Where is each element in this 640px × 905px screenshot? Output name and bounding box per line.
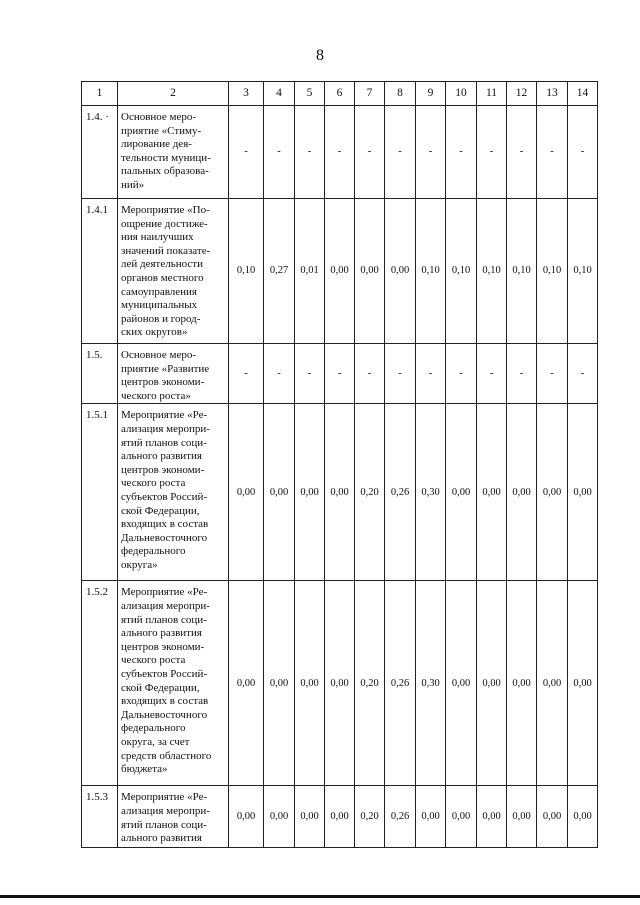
row-name-line: ской Федерации, — [121, 681, 200, 694]
row-number: 1.5.2 — [82, 581, 118, 786]
value-cell: - — [446, 344, 477, 404]
value-cell: 0,10 — [416, 199, 446, 344]
table-row — [82, 581, 598, 786]
row-name-line: ния наилучших — [121, 231, 194, 244]
row-name-line: федерального — [121, 545, 186, 558]
value-cell: 0,00 — [264, 581, 295, 786]
row-name — [118, 581, 229, 786]
row-name-line: ческого роста — [121, 654, 186, 667]
program-table — [81, 81, 598, 848]
row-name-line: ощрение достиже- — [121, 217, 208, 230]
value-cell: 0,00 — [537, 404, 568, 581]
value-cell: 0,00 — [229, 581, 264, 786]
row-name-line: пальных образова- — [121, 165, 209, 178]
row-name-line: ализация меропри- — [121, 422, 210, 435]
row-name — [118, 344, 229, 404]
value-cell: 0,00 — [385, 199, 416, 344]
value-cell: - — [477, 344, 507, 404]
row-name-line: федерального — [121, 722, 186, 735]
value-cell: 0,10 — [537, 199, 568, 344]
row-name-line: муниципальных — [121, 299, 198, 312]
row-number: 1.5. — [82, 344, 118, 404]
row-name-line: районов и город- — [121, 312, 201, 325]
row-name — [118, 786, 229, 848]
row-name-line: Мероприятие «Ре- — [121, 586, 208, 599]
value-cell: 0,00 — [568, 404, 598, 581]
row-name-line: округа» — [121, 558, 158, 571]
value-cell: 0,10 — [446, 199, 477, 344]
value-cell: 0,00 — [295, 581, 325, 786]
value-cell: 0,00 — [568, 786, 598, 848]
value-cell: - — [477, 106, 507, 199]
header-cell: 13 — [537, 82, 568, 106]
row-name-line: центров экономи- — [121, 376, 205, 389]
value-cell: 0,10 — [477, 199, 507, 344]
header-cell: 5 — [295, 82, 325, 106]
header-cell: 8 — [385, 82, 416, 106]
row-name-line: Основное меро- — [121, 111, 197, 123]
row-name-line: ской Федерации, — [121, 504, 200, 517]
table-row — [82, 404, 598, 581]
table-row — [82, 344, 598, 404]
value-cell: 0,10 — [507, 199, 537, 344]
value-cell: - — [264, 344, 295, 404]
value-cell: 0,00 — [477, 786, 507, 848]
value-cell: - — [355, 344, 385, 404]
row-name-line: приятие «Стиму- — [121, 124, 202, 137]
row-name-line: входящих в состав — [121, 518, 209, 531]
header-cell: 3 — [229, 82, 264, 106]
value-cell: 0,00 — [229, 404, 264, 581]
value-cell: - — [568, 106, 598, 199]
page-number: 8 — [316, 47, 324, 64]
value-cell: 0,26 — [385, 404, 416, 581]
value-cell: - — [295, 106, 325, 199]
value-cell: 0,20 — [355, 404, 385, 581]
value-cell: - — [507, 344, 537, 404]
row-name-line: бюджета» — [121, 763, 168, 776]
value-cell: - — [568, 344, 598, 404]
row-name-line: ализация меропри- — [121, 599, 210, 612]
value-cell: - — [229, 344, 264, 404]
row-name-line: самоуправления — [121, 285, 197, 298]
row-name-line: тельности муници- — [121, 151, 211, 164]
row-name-line: ческого роста — [121, 477, 186, 490]
row-name-line: субъектов Россий- — [121, 490, 208, 503]
row-name-line: ального развития — [121, 450, 202, 463]
row-name-line: ческого роста» — [121, 389, 191, 402]
value-cell: - — [325, 344, 355, 404]
value-cell: - — [229, 106, 264, 199]
value-cell: 0,00 — [507, 786, 537, 848]
value-cell: - — [385, 106, 416, 199]
row-name-line: Мероприятие «По- — [121, 204, 210, 216]
value-cell: 0,00 — [446, 404, 477, 581]
value-cell: 0,00 — [507, 404, 537, 581]
value-cell: 0,00 — [446, 786, 477, 848]
row-name-line: значений показате- — [121, 244, 211, 257]
value-cell: 0,00 — [325, 581, 355, 786]
value-cell: 0,00 — [537, 786, 568, 848]
row-name-line: ального развития — [121, 832, 202, 845]
value-cell: 0,00 — [295, 404, 325, 581]
value-cell: 0,00 — [416, 786, 446, 848]
value-cell: 0,30 — [416, 404, 446, 581]
value-cell: 0,00 — [507, 581, 537, 786]
value-cell: 0,00 — [477, 404, 507, 581]
value-cell: - — [355, 106, 385, 199]
value-cell: - — [325, 106, 355, 199]
value-cell: - — [537, 106, 568, 199]
row-name-line: входящих в состав — [121, 695, 209, 708]
row-number: 1.5.3 — [82, 786, 118, 848]
value-cell: 0,00 — [325, 786, 355, 848]
value-cell: - — [264, 106, 295, 199]
value-cell: 0,00 — [325, 199, 355, 344]
row-name-line: ального развития — [121, 627, 202, 640]
value-cell: 0,30 — [416, 581, 446, 786]
row-name-line: Мероприятие «Ре- — [121, 409, 208, 422]
header-cell: 1 — [82, 82, 118, 106]
row-name-line: Основное меро- — [121, 349, 197, 361]
header-cell: 6 — [325, 82, 355, 106]
value-cell: 0,10 — [568, 199, 598, 344]
row-number: 1.5.1 — [82, 404, 118, 581]
header-cell: 12 — [507, 82, 537, 106]
row-name-line: Дальневосточного — [121, 708, 208, 721]
row-name-line: ализация меропри- — [121, 804, 210, 817]
header-row — [82, 82, 598, 106]
table-row — [82, 199, 598, 344]
value-cell: 0,20 — [355, 581, 385, 786]
row-name-line: ний» — [121, 178, 145, 191]
header-cell: 14 — [568, 82, 598, 106]
value-cell: - — [416, 106, 446, 199]
value-cell: 0,20 — [355, 786, 385, 848]
row-name-line: центров экономи- — [121, 640, 205, 653]
value-cell: - — [385, 344, 416, 404]
header-cell: 2 — [118, 82, 229, 106]
value-cell: 0,00 — [537, 581, 568, 786]
bottom-rule — [0, 895, 640, 898]
value-cell: 0,00 — [446, 581, 477, 786]
value-cell: 0,00 — [264, 786, 295, 848]
value-cell: - — [507, 106, 537, 199]
row-name — [118, 199, 229, 344]
row-name-line: органов местного — [121, 271, 204, 284]
row-name-line: Мероприятие «Ре- — [121, 791, 208, 804]
value-cell: 0,00 — [264, 404, 295, 581]
value-cell: 0,26 — [385, 581, 416, 786]
value-cell: 0,00 — [355, 199, 385, 344]
value-cell: 0,01 — [295, 199, 325, 344]
header-cell: 7 — [355, 82, 385, 106]
row-number: 1.4. · — [82, 106, 118, 199]
value-cell: 0,27 — [264, 199, 295, 344]
value-cell: 0,00 — [568, 581, 598, 786]
row-name — [118, 404, 229, 581]
header-cell: 4 — [264, 82, 295, 106]
row-name — [118, 106, 229, 199]
row-name-line: ятий планов соци- — [121, 613, 207, 626]
value-cell: 0,00 — [477, 581, 507, 786]
row-name-line: округа, за счет — [121, 735, 190, 748]
value-cell: - — [446, 106, 477, 199]
row-name-line: ских округов» — [121, 326, 188, 339]
value-cell: - — [537, 344, 568, 404]
row-name-line: лирование дея- — [121, 138, 192, 151]
row-name-line: ятий планов соци- — [121, 436, 207, 449]
row-name-line: средств областного — [121, 749, 212, 762]
header-cell: 9 — [416, 82, 446, 106]
header-cell: 10 — [446, 82, 477, 106]
value-cell: 0,00 — [325, 404, 355, 581]
table-row — [82, 786, 598, 848]
value-cell: 0,10 — [229, 199, 264, 344]
value-cell: 0,26 — [385, 786, 416, 848]
row-name-line: субъектов Россий- — [121, 667, 208, 680]
row-number: 1.4.1 — [82, 199, 118, 344]
row-name-line: Дальневосточного — [121, 531, 208, 544]
row-name-line: лей деятельности — [121, 258, 203, 271]
value-cell: - — [416, 344, 446, 404]
row-name-line: приятие «Развитие — [121, 362, 210, 375]
header-cell: 11 — [477, 82, 507, 106]
value-cell: 0,00 — [295, 786, 325, 848]
row-name-line: ятий планов соци- — [121, 818, 207, 831]
table-row — [82, 106, 598, 199]
row-name-line: центров экономи- — [121, 463, 205, 476]
value-cell: - — [295, 344, 325, 404]
value-cell: 0,00 — [229, 786, 264, 848]
